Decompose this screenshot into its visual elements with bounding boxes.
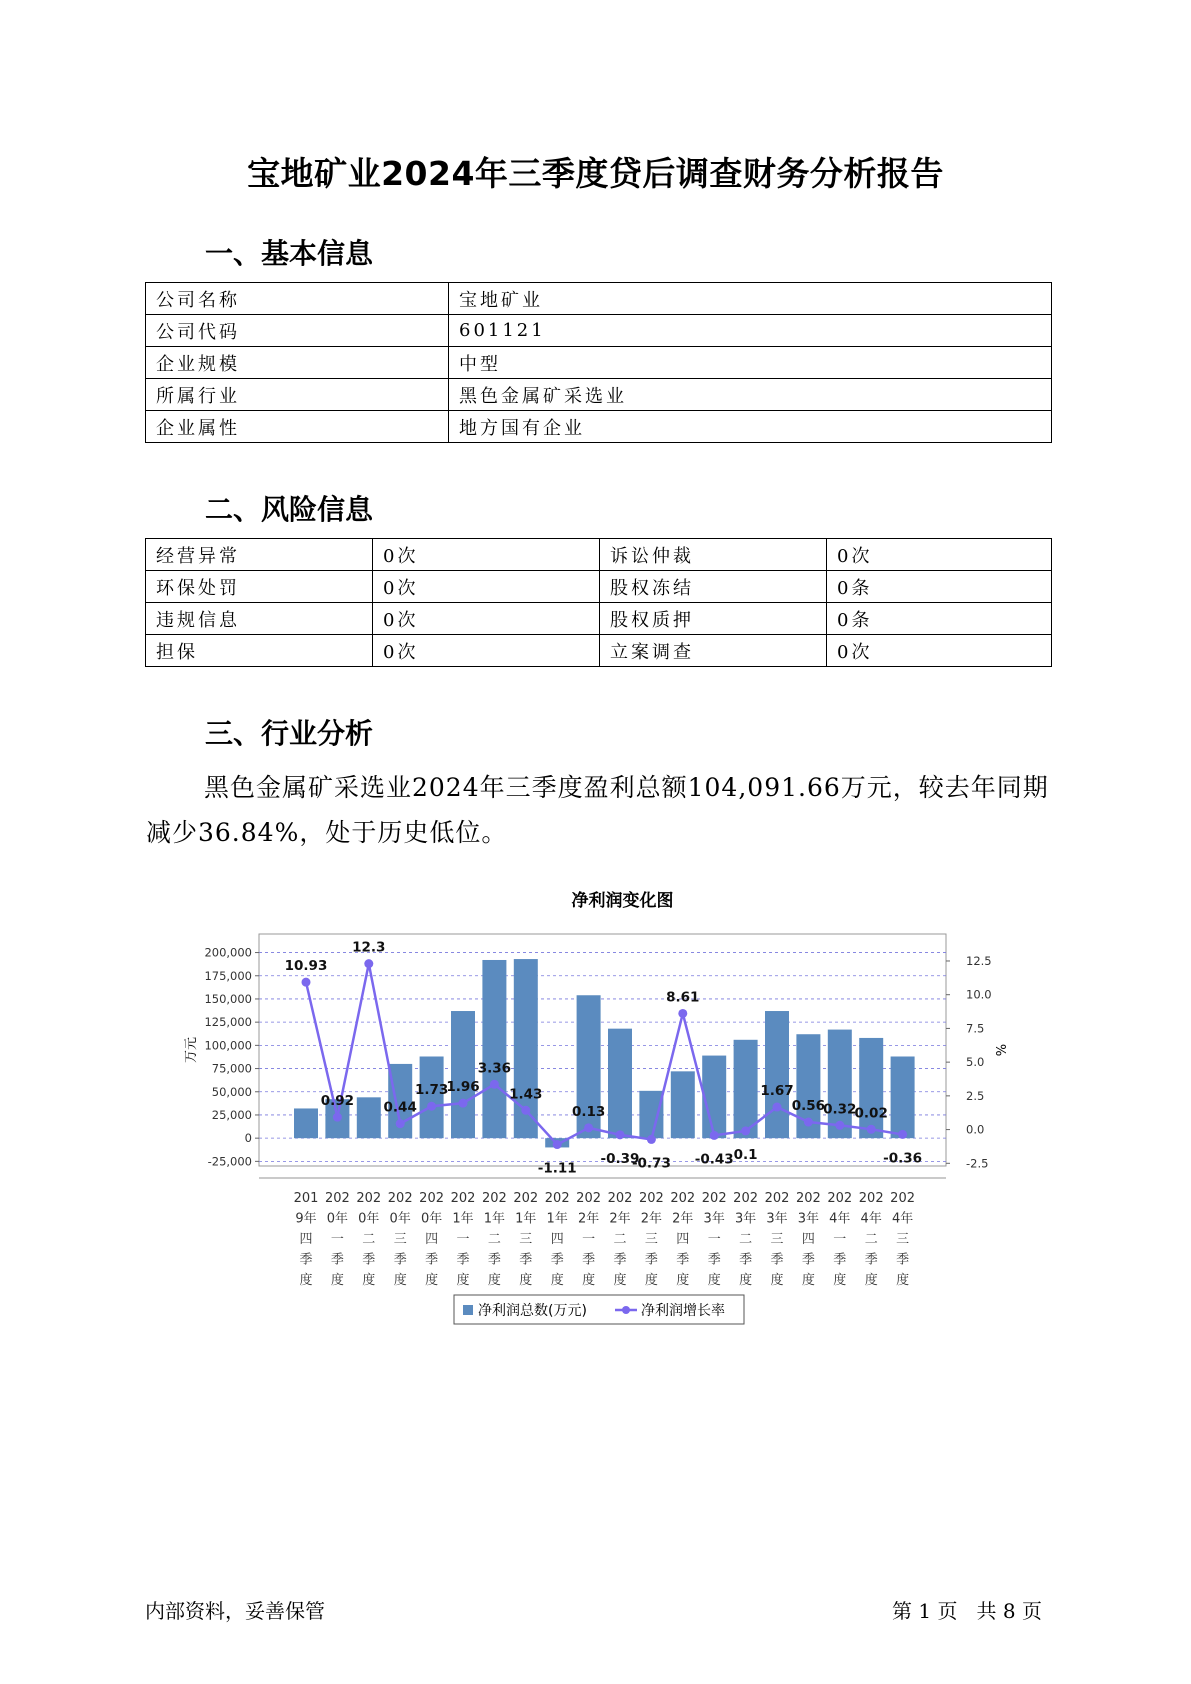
growth-rate-point (584, 1123, 593, 1132)
basic-info-value: 601121 (449, 315, 1052, 347)
bar (482, 960, 506, 1138)
y2-tick-label: -2.5 (966, 1156, 989, 1171)
risk-info-row (146, 635, 1052, 667)
x-tick-label: 202 (450, 1191, 476, 1206)
bar (639, 1091, 663, 1138)
x-tick-label: 季 (864, 1252, 878, 1268)
x-tick-label: 0年 (389, 1211, 411, 1227)
x-tick-label: 2年 (640, 1211, 663, 1227)
risk-info-value: 0次 (827, 539, 1052, 571)
x-tick-label: 度 (707, 1273, 721, 1288)
x-tick-label: 度 (425, 1273, 439, 1288)
growth-rate-point (835, 1121, 844, 1130)
y-tick-label: 100,000 (204, 1038, 252, 1053)
x-tick-label: 三 (896, 1232, 910, 1247)
footer-page-number: 第 1 页 共 8 页 (892, 1599, 1042, 1623)
growth-rate-label: 1.96 (446, 1079, 480, 1096)
y-tick-label: 200,000 (204, 945, 252, 960)
growth-rate-point (459, 1099, 468, 1108)
bar (294, 1108, 318, 1138)
basic-info-row (146, 411, 1052, 443)
risk-info-label: 股权质押 (600, 603, 827, 635)
x-tick-label: 202 (356, 1191, 382, 1206)
x-tick-label: 202 (827, 1191, 853, 1206)
growth-rate-label: 0.32 (823, 1101, 857, 1118)
section-heading-risk-info: 二、风险信息 (205, 493, 374, 526)
x-tick-label: 202 (701, 1191, 727, 1206)
x-tick-label: 度 (644, 1273, 658, 1288)
x-tick-label: 季 (582, 1252, 596, 1268)
risk-info-label: 股权冻结 (600, 571, 827, 603)
growth-rate-label: 8.61 (666, 989, 700, 1006)
x-tick-label: 季 (425, 1252, 439, 1268)
x-tick-label: 度 (487, 1273, 501, 1288)
bar (859, 1038, 883, 1138)
basic-info-value: 中型 (449, 347, 1052, 379)
x-tick-label: 二 (487, 1232, 501, 1247)
y2-tick-label: 10.0 (966, 987, 992, 1002)
report-title: 宝地矿业2024年三季度贷后调查财务分析报告 (247, 154, 944, 193)
x-tick-label: 2年 (609, 1211, 631, 1227)
x-tick-label: 度 (456, 1273, 470, 1288)
x-tick-label: 季 (896, 1252, 910, 1268)
growth-rate-point (490, 1080, 499, 1089)
x-tick-label: 2年 (577, 1211, 600, 1227)
basic-info-label: 公司名称 (146, 283, 449, 315)
x-tick-label: 四 (801, 1232, 815, 1247)
bar (357, 1097, 381, 1138)
growth-rate-label: 0.13 (571, 1103, 606, 1120)
risk-info-row (146, 571, 1052, 603)
bar (608, 1029, 632, 1139)
basic-info-row (146, 315, 1052, 347)
legend-swatch-point (622, 1306, 630, 1314)
x-tick-label: 4年 (891, 1211, 914, 1227)
x-tick-label: 202 (607, 1191, 633, 1206)
x-tick-label: 度 (833, 1273, 847, 1288)
x-tick-label: 9年 (295, 1211, 317, 1227)
x-tick-label: 3年 (703, 1211, 725, 1227)
x-tick-label: 3年 (734, 1211, 757, 1227)
x-tick-label: 一 (456, 1232, 470, 1247)
growth-rate-label: 12.3 (352, 939, 386, 956)
growth-rate-label: 0.92 (320, 1093, 355, 1110)
x-tick-label: 季 (393, 1252, 407, 1268)
bar (891, 1056, 915, 1138)
x-tick-label: 季 (456, 1252, 470, 1268)
risk-info-value: 0次 (827, 635, 1052, 667)
growth-rate-label: -0.36 (883, 1150, 923, 1167)
x-tick-label: 一 (833, 1232, 847, 1247)
x-tick-label: 202 (733, 1191, 759, 1206)
growth-rate-label: 10.93 (284, 958, 328, 975)
x-tick-label: 季 (833, 1252, 847, 1268)
growth-rate-label: -1.11 (537, 1160, 577, 1177)
growth-rate-point (804, 1118, 813, 1127)
x-tick-label: 季 (676, 1252, 690, 1268)
x-tick-label: 三 (519, 1232, 533, 1247)
growth-rate-point (396, 1119, 405, 1128)
growth-rate-point (616, 1130, 625, 1139)
x-tick-label: 202 (764, 1191, 790, 1206)
x-tick-label: 202 (795, 1191, 821, 1206)
section-heading-industry-analysis: 三、行业分析 (205, 717, 374, 750)
x-tick-label: 202 (890, 1191, 916, 1206)
x-tick-label: 1年 (452, 1211, 474, 1227)
growth-rate-point (898, 1130, 907, 1139)
x-tick-label: 三 (770, 1232, 784, 1247)
growth-rate-label: 3.36 (477, 1060, 512, 1077)
growth-rate-label: 0.44 (383, 1099, 417, 1116)
basic-info-label: 所属行业 (146, 379, 449, 411)
x-tick-label: 4年 (860, 1211, 882, 1227)
risk-info-label: 经营异常 (146, 539, 373, 571)
y-tick-label: 75,000 (211, 1061, 252, 1076)
x-tick-label: 202 (419, 1191, 445, 1206)
bar (671, 1071, 695, 1138)
x-tick-label: 1年 (515, 1211, 537, 1227)
x-tick-label: 季 (519, 1252, 533, 1268)
y2-tick-label: 7.5 (966, 1021, 985, 1036)
basic-info-label: 企业属性 (146, 411, 449, 443)
y2-tick-label: 0.0 (966, 1122, 985, 1137)
bar (702, 1056, 726, 1139)
industry-analysis-paragraph: 黑色金属矿采选业2024年三季度盈利总额104,091.66万元，较去年同期减少36.84%，处于历史低位。 (146, 773, 1049, 847)
x-tick-label: 度 (896, 1273, 910, 1288)
x-tick-label: 度 (770, 1273, 784, 1288)
risk-info-value: 0次 (373, 539, 600, 571)
x-tick-label: 度 (362, 1273, 376, 1288)
basic-info-row (146, 283, 1052, 315)
x-tick-label: 季 (707, 1252, 721, 1268)
basic-info-label: 公司代码 (146, 315, 449, 347)
x-tick-label: 度 (330, 1273, 344, 1288)
growth-rate-label: -0.73 (631, 1155, 671, 1172)
x-tick-label: 201 (293, 1191, 319, 1206)
y-tick-label: 175,000 (204, 968, 252, 983)
bar (765, 1011, 789, 1138)
risk-info-value: 0条 (827, 571, 1052, 603)
x-tick-label: 二 (613, 1232, 627, 1247)
x-tick-label: 季 (613, 1252, 627, 1268)
risk-info-label: 诉讼仲裁 (600, 539, 827, 571)
x-tick-label: 202 (576, 1191, 602, 1206)
growth-rate-point (302, 978, 311, 987)
x-tick-label: 2年 (672, 1211, 694, 1227)
y-axis-label: 万元 (184, 1036, 199, 1064)
x-tick-label: 202 (481, 1191, 507, 1206)
footer-confidential-note: 内部资料，妥善保管 (145, 1599, 325, 1623)
x-tick-label: 度 (393, 1273, 407, 1288)
x-tick-label: 三 (644, 1232, 658, 1247)
risk-info-row (146, 539, 1052, 571)
growth-rate-label: 0.56 (791, 1098, 826, 1115)
y-tick-label: 25,000 (211, 1107, 252, 1122)
basic-info-row (146, 347, 1052, 379)
y-tick-label: 150,000 (204, 991, 252, 1006)
x-tick-label: 二 (864, 1232, 878, 1247)
growth-rate-label: -0.39 (600, 1150, 640, 1167)
x-tick-label: 0年 (358, 1211, 380, 1227)
risk-info-label: 担保 (146, 635, 373, 667)
x-tick-label: 0年 (420, 1211, 443, 1227)
growth-rate-label: 1.73 (414, 1082, 449, 1099)
x-tick-label: 202 (324, 1191, 350, 1206)
basic-info-label: 企业规模 (146, 347, 449, 379)
legend-label-growth-rate: 净利润增长率 (641, 1303, 725, 1319)
x-tick-label: 202 (858, 1191, 884, 1206)
x-tick-label: 四 (425, 1232, 439, 1247)
y-tick-label: -25,000 (207, 1154, 252, 1169)
x-tick-label: 一 (330, 1232, 344, 1247)
y-tick-label: 0 (244, 1131, 252, 1146)
risk-info-value: 0次 (373, 603, 600, 635)
x-tick-label: 四 (299, 1232, 313, 1247)
growth-rate-label: -0.43 (694, 1151, 734, 1168)
x-tick-label: 季 (550, 1252, 564, 1268)
x-tick-label: 度 (550, 1273, 564, 1288)
x-tick-label: 季 (770, 1252, 784, 1268)
basic-info-value: 宝地矿业 (449, 283, 1052, 315)
x-tick-label: 季 (801, 1252, 815, 1268)
x-tick-label: 季 (330, 1252, 344, 1268)
x-tick-label: 1年 (546, 1211, 568, 1227)
x-tick-label: 季 (739, 1252, 753, 1268)
x-tick-label: 1年 (483, 1211, 506, 1227)
x-tick-label: 202 (638, 1191, 664, 1206)
x-tick-label: 三 (393, 1232, 407, 1247)
y-tick-label: 125,000 (204, 1015, 252, 1030)
net-profit-chart (180, 880, 1010, 1340)
x-tick-label: 二 (739, 1232, 753, 1247)
x-tick-label: 202 (670, 1191, 696, 1206)
x-tick-label: 度 (519, 1273, 533, 1288)
basic-info-value: 地方国有企业 (449, 411, 1052, 443)
risk-info-label: 环保处罚 (146, 571, 373, 603)
x-tick-label: 3年 (797, 1211, 820, 1227)
x-tick-label: 季 (362, 1252, 376, 1268)
legend-swatch-bar (463, 1305, 473, 1315)
x-tick-label: 二 (362, 1232, 376, 1247)
growth-rate-point (773, 1103, 782, 1112)
x-tick-label: 四 (550, 1232, 564, 1247)
growth-rate-point (521, 1106, 530, 1115)
x-tick-label: 4年 (829, 1211, 851, 1227)
legend-label-net-profit: 净利润总数(万元) (478, 1303, 587, 1319)
basic-info-table (145, 282, 1052, 443)
risk-info-table (145, 538, 1052, 667)
growth-rate-label: 0.1 (733, 1146, 758, 1163)
chart-title: 净利润变化图 (571, 891, 674, 911)
risk-info-row (146, 603, 1052, 635)
y2-axis-label: % (995, 1043, 1010, 1057)
growth-rate-label: 1.43 (509, 1086, 543, 1103)
y2-tick-label: 12.5 (966, 953, 992, 968)
y2-tick-label: 2.5 (966, 1088, 985, 1103)
growth-rate-label: 1.67 (760, 1083, 794, 1100)
risk-info-value: 0条 (827, 603, 1052, 635)
y-tick-label: 50,000 (211, 1084, 252, 1099)
growth-rate-point (553, 1140, 562, 1149)
x-tick-label: 四 (676, 1232, 690, 1247)
x-tick-label: 季 (487, 1252, 501, 1268)
x-tick-label: 度 (613, 1273, 627, 1288)
x-tick-label: 度 (582, 1273, 596, 1288)
growth-rate-point (678, 1009, 687, 1018)
growth-rate-point (333, 1113, 342, 1122)
growth-rate-label: 0.02 (854, 1105, 888, 1122)
x-tick-label: 202 (544, 1191, 570, 1206)
growth-rate-point (710, 1131, 719, 1140)
risk-info-label: 立案调查 (600, 635, 827, 667)
growth-rate-point (647, 1135, 656, 1144)
growth-rate-point (867, 1125, 876, 1134)
x-tick-label: 季 (644, 1252, 658, 1268)
basic-info-value: 黑色金属矿采选业 (449, 379, 1052, 411)
x-tick-label: 度 (739, 1273, 753, 1288)
x-tick-label: 度 (676, 1273, 690, 1288)
risk-info-value: 0次 (373, 571, 600, 603)
growth-rate-point (741, 1126, 750, 1135)
basic-info-row (146, 379, 1052, 411)
x-tick-label: 度 (864, 1273, 878, 1288)
growth-rate-point (427, 1102, 436, 1111)
x-tick-label: 度 (299, 1273, 313, 1288)
x-tick-label: 一 (707, 1232, 721, 1247)
section-heading-basic-info: 一、基本信息 (205, 237, 374, 270)
x-tick-label: 202 (387, 1191, 413, 1206)
growth-rate-point (364, 959, 373, 968)
x-tick-label: 季 (299, 1252, 313, 1268)
x-tick-label: 度 (801, 1273, 815, 1288)
x-tick-label: 0年 (326, 1211, 349, 1227)
x-tick-label: 202 (513, 1191, 539, 1206)
x-tick-label: 3年 (766, 1211, 788, 1227)
risk-info-label: 违规信息 (146, 603, 373, 635)
risk-info-value: 0次 (373, 635, 600, 667)
x-tick-label: 一 (582, 1232, 596, 1247)
y2-tick-label: 5.0 (966, 1055, 985, 1070)
bar (451, 1011, 475, 1138)
